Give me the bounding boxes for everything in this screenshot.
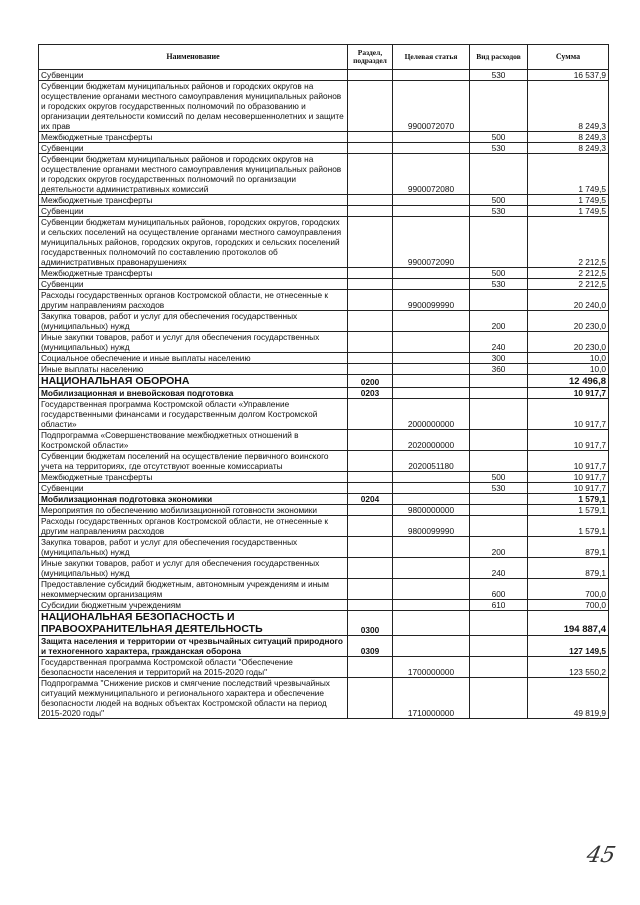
cell-section (348, 279, 393, 290)
cell-amount: 10 917,7 (528, 399, 609, 430)
cell-name: Иные закупки товаров, работ и услуг для обеспечения государственных (муниципальных) нужд (39, 332, 348, 353)
cell-section: 0300 (348, 611, 393, 636)
cell-type: 500 (470, 472, 528, 483)
cell-section (348, 311, 393, 332)
cell-amount: 879,1 (528, 537, 609, 558)
table-header-row (39, 45, 609, 70)
table-row (39, 636, 609, 657)
table-row (39, 311, 609, 332)
cell-amount: 20 230,0 (528, 311, 609, 332)
table-row (39, 375, 609, 388)
cell-name: Субвенции (39, 206, 348, 217)
cell-name: Субвенции бюджетам муниципальных районов и городских округов на осуществление органами местного самоуправления муниципальных районов и городских округов государственных полномочий по организации деятельности административных комиссий (39, 154, 348, 195)
cell-section (348, 600, 393, 611)
table-row (39, 399, 609, 430)
cell-name: Мобилизационная и вневойсковая подготовка (39, 388, 348, 399)
page-number: 45 (584, 843, 618, 868)
cell-name: Межбюджетные трансферты (39, 268, 348, 279)
table-row (39, 657, 609, 678)
cell-article: 9800099990 (393, 516, 470, 537)
cell-amount: 1 749,5 (528, 195, 609, 206)
cell-name: Субвенции бюджетам муниципальных районов, городских округов, городских и сельских поселений на осуществление органами местного самоуправления муниципальных районов, городских округов, городских и сельских поселений государственных полномочий по составлению протоколов об административных правонарушениях (39, 217, 348, 268)
table-row (39, 332, 609, 353)
cell-amount: 2 212,5 (528, 279, 609, 290)
cell-name: Иные выплаты населению (39, 364, 348, 375)
table-row (39, 558, 609, 579)
cell-name: Государственная программа Костромской области "Обеспечение безопасности населения и территорий на 2015-2020 годы" (39, 657, 348, 678)
table-row (39, 611, 609, 636)
cell-name: Закупка товаров, работ и услуг для обеспечения государственных (муниципальных) нужд (39, 311, 348, 332)
cell-name: Субвенции (39, 279, 348, 290)
cell-section: 0204 (348, 494, 393, 505)
cell-article: 1710000000 (393, 678, 470, 719)
cell-section (348, 332, 393, 353)
cell-type (470, 451, 528, 472)
table-row (39, 494, 609, 505)
cell-name: Защита населения и территории от чрезвычайных ситуаций природного и техногенного характера, гражданская оборона (39, 636, 348, 657)
cell-section (348, 353, 393, 364)
table-row (39, 579, 609, 600)
cell-article (393, 472, 470, 483)
table-row (39, 678, 609, 719)
cell-type (470, 375, 528, 388)
cell-article (393, 332, 470, 353)
cell-type (470, 217, 528, 268)
cell-article (393, 558, 470, 579)
cell-article (393, 388, 470, 399)
table-row (39, 154, 609, 195)
cell-section (348, 657, 393, 678)
cell-section (348, 430, 393, 451)
cell-amount: 16 537,9 (528, 70, 609, 81)
table-row (39, 353, 609, 364)
cell-amount: 10,0 (528, 353, 609, 364)
cell-section (348, 217, 393, 268)
table-row (39, 217, 609, 268)
cell-type: 240 (470, 332, 528, 353)
cell-type (470, 636, 528, 657)
cell-name: Мобилизационная подготовка экономики (39, 494, 348, 505)
cell-section (348, 206, 393, 217)
cell-section (348, 483, 393, 494)
cell-type: 500 (470, 132, 528, 143)
cell-amount: 20 240,0 (528, 290, 609, 311)
cell-type (470, 388, 528, 399)
cell-type (470, 81, 528, 132)
cell-amount: 20 230,0 (528, 332, 609, 353)
cell-section (348, 364, 393, 375)
cell-amount: 194 887,4 (528, 611, 609, 636)
cell-type (470, 399, 528, 430)
header-type: Вид расходов (470, 45, 528, 70)
cell-type: 200 (470, 311, 528, 332)
cell-article: 2020051180 (393, 451, 470, 472)
cell-section (348, 472, 393, 483)
cell-article (393, 483, 470, 494)
cell-article (393, 375, 470, 388)
cell-name: Подпрограмма «Совершенствование межбюджетных отношений в Костромской области» (39, 430, 348, 451)
cell-section (348, 537, 393, 558)
table-row (39, 472, 609, 483)
cell-name: Межбюджетные трансферты (39, 132, 348, 143)
cell-article (393, 206, 470, 217)
cell-section (348, 558, 393, 579)
cell-type (470, 678, 528, 719)
cell-name: Подпрограмма "Снижение рисков и смягчение последствий чрезвычайных ситуаций межмуниципального и регионального характера и обеспечение безопасности людей на водных объектах Костромской области на период 2015-2020 годы" (39, 678, 348, 719)
cell-name: Иные закупки товаров, работ и услуг для обеспечения государственных (муниципальных) нужд (39, 558, 348, 579)
table-row (39, 600, 609, 611)
cell-article (393, 195, 470, 206)
cell-type (470, 505, 528, 516)
cell-amount: 10 917,7 (528, 388, 609, 399)
cell-section (348, 290, 393, 311)
cell-amount: 49 819,9 (528, 678, 609, 719)
cell-section (348, 70, 393, 81)
cell-article (393, 364, 470, 375)
cell-type: 500 (470, 195, 528, 206)
cell-section (348, 132, 393, 143)
table-row (39, 143, 609, 154)
cell-type: 530 (470, 143, 528, 154)
table-row (39, 537, 609, 558)
cell-name: Предоставление субсидий бюджетным, автономным учреждениям и иным некоммерческим организациям (39, 579, 348, 600)
cell-name: Государственная программа Костромской области «Управление государственными финансами и государственным долгом Костромской области» (39, 399, 348, 430)
cell-type: 530 (470, 483, 528, 494)
cell-article (393, 268, 470, 279)
cell-amount: 10 917,7 (528, 472, 609, 483)
table-row (39, 516, 609, 537)
table-row (39, 81, 609, 132)
cell-article (393, 636, 470, 657)
table-row (39, 505, 609, 516)
cell-section: 0309 (348, 636, 393, 657)
cell-article: 9900072090 (393, 217, 470, 268)
cell-section (348, 399, 393, 430)
header-section: Раздел, подраздел (348, 45, 393, 70)
cell-article (393, 579, 470, 600)
cell-type (470, 290, 528, 311)
cell-name: Мероприятия по обеспечению мобилизационной готовности экономики (39, 505, 348, 516)
cell-section (348, 579, 393, 600)
cell-type: 300 (470, 353, 528, 364)
cell-section: 0203 (348, 388, 393, 399)
cell-type: 530 (470, 279, 528, 290)
cell-amount: 700,0 (528, 600, 609, 611)
cell-article (393, 143, 470, 154)
cell-article: 9900072070 (393, 81, 470, 132)
cell-name: Субвенции бюджетам поселений на осуществление первичного воинского учета на территориях, где отсутствуют военные комиссариаты (39, 451, 348, 472)
cell-article (393, 70, 470, 81)
cell-type: 200 (470, 537, 528, 558)
cell-section: 0200 (348, 375, 393, 388)
table-row (39, 451, 609, 472)
cell-article: 9800000000 (393, 505, 470, 516)
cell-type: 240 (470, 558, 528, 579)
table-row (39, 132, 609, 143)
cell-article: 2020000000 (393, 430, 470, 451)
cell-name: Межбюджетные трансферты (39, 195, 348, 206)
cell-amount: 1 579,1 (528, 505, 609, 516)
cell-name: НАЦИОНАЛЬНАЯ ОБОРОНА (39, 375, 348, 388)
cell-article (393, 537, 470, 558)
cell-article (393, 311, 470, 332)
cell-section (348, 505, 393, 516)
cell-name: Социальное обеспечение и иные выплаты населению (39, 353, 348, 364)
cell-article (393, 600, 470, 611)
cell-article (393, 353, 470, 364)
table-row (39, 483, 609, 494)
cell-name: Субвенции (39, 70, 348, 81)
cell-section (348, 81, 393, 132)
cell-article (393, 611, 470, 636)
cell-amount: 1 579,1 (528, 494, 609, 505)
cell-section (348, 451, 393, 472)
table-row (39, 206, 609, 217)
cell-amount: 123 550,2 (528, 657, 609, 678)
cell-type (470, 657, 528, 678)
cell-type: 530 (470, 206, 528, 217)
header-name: Наименование (39, 45, 348, 70)
header-amount: Сумма (528, 45, 609, 70)
cell-amount: 8 249,3 (528, 143, 609, 154)
cell-section (348, 195, 393, 206)
cell-amount: 2 212,5 (528, 217, 609, 268)
cell-amount: 1 749,5 (528, 206, 609, 217)
cell-amount: 879,1 (528, 558, 609, 579)
table-row (39, 430, 609, 451)
cell-amount: 10 917,7 (528, 483, 609, 494)
cell-article: 2000000000 (393, 399, 470, 430)
cell-amount: 10 917,7 (528, 451, 609, 472)
cell-type: 610 (470, 600, 528, 611)
cell-section (348, 516, 393, 537)
cell-amount: 1 579,1 (528, 516, 609, 537)
cell-section (348, 678, 393, 719)
header-article: Целевая статья (393, 45, 470, 70)
cell-amount: 8 249,3 (528, 81, 609, 132)
cell-section (348, 154, 393, 195)
cell-article: 9900099990 (393, 290, 470, 311)
cell-name: Межбюджетные трансферты (39, 472, 348, 483)
table-row (39, 364, 609, 375)
table-row (39, 388, 609, 399)
cell-name: НАЦИОНАЛЬНАЯ БЕЗОПАСНОСТЬ И ПРАВООХРАНИТЕЛЬНАЯ ДЕЯТЕЛЬНОСТЬ (39, 611, 348, 636)
cell-name: Расходы государственных органов Костромской области, не отнесенные к другим направлениям расходов (39, 516, 348, 537)
cell-name: Субсидии бюджетным учреждениям (39, 600, 348, 611)
cell-type: 360 (470, 364, 528, 375)
cell-section (348, 268, 393, 279)
cell-type (470, 154, 528, 195)
cell-article (393, 132, 470, 143)
cell-name: Субвенции (39, 483, 348, 494)
cell-amount: 1 749,5 (528, 154, 609, 195)
cell-name: Закупка товаров, работ и услуг для обеспечения государственных (муниципальных) нужд (39, 537, 348, 558)
cell-amount: 12 496,8 (528, 375, 609, 388)
table-row (39, 70, 609, 81)
cell-article: 1700000000 (393, 657, 470, 678)
cell-name: Субвенции бюджетам муниципальных районов и городских округов на осуществление органами местного самоуправления муниципальных районов и городских округов государственных полномочий по образованию и организации деятельности комиссий по делам несовершеннолетних и защите их прав (39, 81, 348, 132)
cell-amount: 8 249,3 (528, 132, 609, 143)
cell-article (393, 279, 470, 290)
cell-amount: 2 212,5 (528, 268, 609, 279)
cell-amount: 700,0 (528, 579, 609, 600)
cell-name: Субвенции (39, 143, 348, 154)
cell-type (470, 494, 528, 505)
cell-amount: 10,0 (528, 364, 609, 375)
table-row (39, 279, 609, 290)
table-row (39, 195, 609, 206)
table-body (39, 70, 609, 719)
table-row (39, 290, 609, 311)
cell-type (470, 611, 528, 636)
cell-article (393, 494, 470, 505)
cell-type: 500 (470, 268, 528, 279)
cell-section (348, 143, 393, 154)
cell-article: 9900072080 (393, 154, 470, 195)
budget-table (38, 44, 609, 719)
cell-type: 530 (470, 70, 528, 81)
cell-amount: 127 149,5 (528, 636, 609, 657)
table-row (39, 268, 609, 279)
cell-amount: 10 917,7 (528, 430, 609, 451)
cell-type (470, 430, 528, 451)
cell-name: Расходы государственных органов Костромской области, не отнесенные к другим направлениям расходов (39, 290, 348, 311)
cell-type (470, 516, 528, 537)
cell-type: 600 (470, 579, 528, 600)
